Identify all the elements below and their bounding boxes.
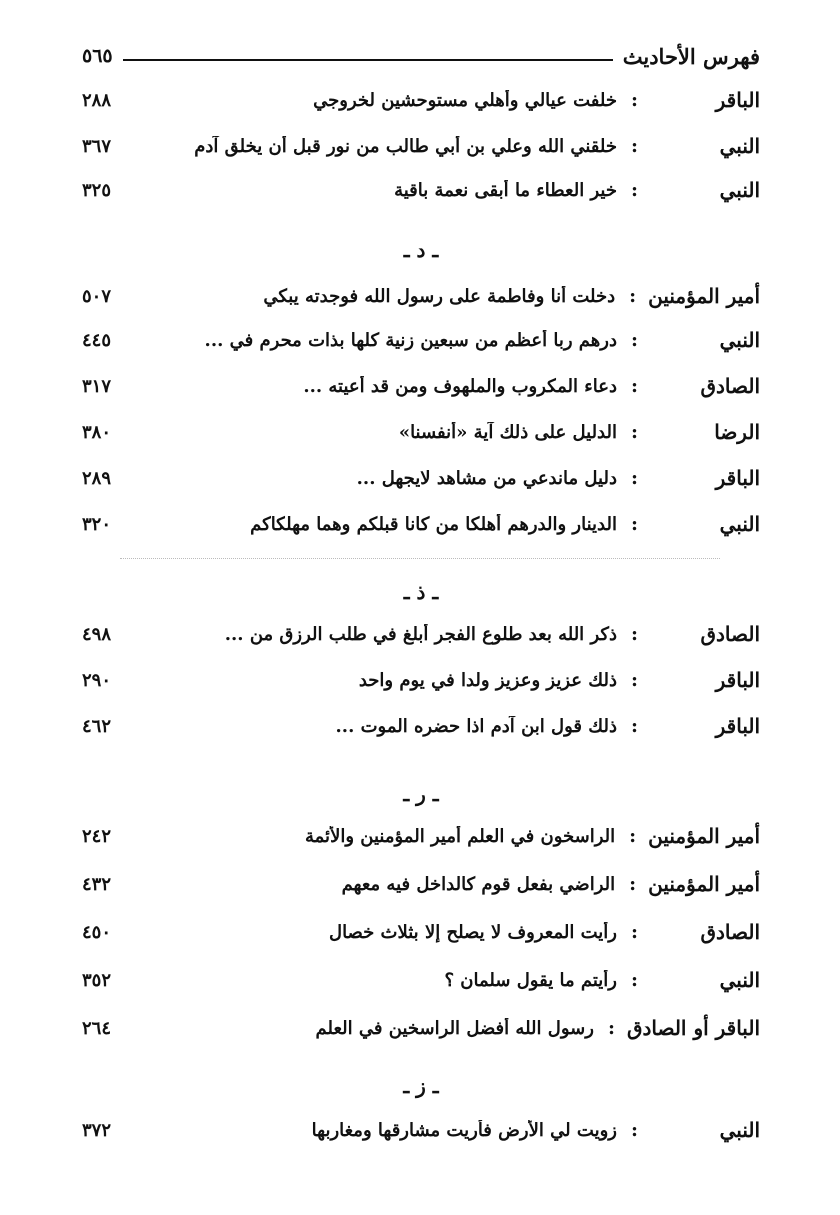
index-entry	[82, 660, 760, 700]
index-entry	[82, 80, 760, 120]
entry-separator: :	[630, 921, 638, 943]
index-entry	[82, 276, 760, 316]
entry-separator: :	[629, 873, 637, 895]
entry-separator: :	[630, 513, 638, 535]
section-heading-zay: ـ ز ـ	[403, 1074, 439, 1098]
section-heading-dal: ـ د ـ	[403, 238, 439, 262]
entry-narrator: النبي	[719, 134, 760, 158]
index-entry	[82, 1110, 760, 1150]
entry-narrator: الباقر	[715, 88, 760, 112]
entry-page-ref: ٣٦٧	[82, 135, 112, 157]
entry-separator: :	[630, 329, 638, 351]
entry-text: الراضي بفعل قوم كالداخل فيه معهم	[341, 873, 616, 895]
entry-narrator: الرضا	[714, 420, 760, 444]
entry-narrator: الصادق	[700, 622, 760, 646]
page-header	[82, 36, 760, 76]
entry-page-ref: ٣٢٠	[82, 513, 112, 535]
entry-narrator: النبي	[719, 968, 760, 992]
entry-separator: :	[629, 825, 637, 847]
entry-text: الراسخون في العلم أمير المؤمنين والأئمة	[305, 825, 616, 847]
entry-separator: :	[630, 969, 638, 991]
entry-page-ref: ٥٠٧	[82, 285, 112, 307]
entry-narrator: الصادق	[700, 920, 760, 944]
index-entry	[82, 366, 760, 406]
entry-text: الدينار والدرهم أهلكا من كانا قبلكم وهما مهلكاكم	[250, 513, 617, 535]
index-entry	[82, 458, 760, 498]
entry-narrator: أمير المؤمنين	[648, 284, 760, 308]
entry-separator: :	[630, 669, 638, 691]
entry-page-ref: ٢٤٢	[82, 825, 112, 847]
index-entry	[82, 1008, 760, 1048]
page-number: ٥٦٥	[82, 45, 113, 67]
index-entry	[82, 320, 760, 360]
entry-text: رسول الله أفضل الراسخين في العلم	[315, 1017, 594, 1039]
entry-narrator: النبي	[719, 1118, 760, 1142]
entry-text: دعاء المكروب والملهوف ومن قد أعيته ...	[303, 375, 617, 397]
entry-narrator: الصادق	[700, 374, 760, 398]
entry-text: خلفت عيالي وأهلي مستوحشين لخروجي	[313, 89, 617, 111]
entry-separator: :	[630, 421, 638, 443]
entry-text: رأيت المعروف لا يصلح إلا بثلاث خصال	[328, 921, 617, 943]
entry-page-ref: ٤٤٥	[82, 329, 112, 351]
index-entry	[82, 412, 760, 452]
entry-separator: :	[630, 89, 638, 111]
entry-page-ref: ٤٣٢	[82, 873, 112, 895]
section-heading-ra: ـ ر ـ	[403, 782, 439, 806]
entry-text: الدليل على ذلك آية «أنفسنا»	[398, 421, 617, 443]
entry-narrator: النبي	[719, 178, 760, 202]
entry-separator: :	[607, 1017, 615, 1039]
entry-page-ref: ٣١٧	[82, 375, 112, 397]
header-rule	[123, 59, 613, 61]
entry-page-ref: ٢٦٤	[82, 1017, 112, 1039]
entry-page-ref: ٢٨٨	[82, 89, 112, 111]
entry-text: رأيتم ما يقول سلمان ؟	[444, 969, 617, 991]
entry-separator: :	[630, 179, 638, 201]
entry-text: زويت لي الأرض فأريت مشارقها ومغاربها	[311, 1119, 617, 1141]
entry-narrator: النبي	[719, 512, 760, 536]
entry-separator: :	[630, 623, 638, 645]
entry-page-ref: ٤٥٠	[82, 921, 112, 943]
index-entry	[82, 816, 760, 856]
entry-narrator: الباقر	[715, 668, 760, 692]
index-entry	[82, 504, 760, 544]
index-entry	[82, 864, 760, 904]
index-entry	[82, 912, 760, 952]
entry-narrator: أمير المؤمنين	[648, 872, 760, 896]
entry-narrator: الباقر	[715, 714, 760, 738]
entry-separator: :	[630, 135, 638, 157]
entry-text: دليل ماندعي من مشاهد لايجهل ...	[356, 467, 617, 489]
entry-narrator: أمير المؤمنين	[648, 824, 760, 848]
entry-separator: :	[629, 285, 637, 307]
section-heading-dhal: ـ ذ ـ	[403, 580, 439, 604]
entry-page-ref: ٢٨٩	[82, 467, 112, 489]
page-title: فهرس الأحاديث	[622, 43, 760, 69]
entry-page-ref: ٣٨٠	[82, 421, 112, 443]
entry-page-ref: ٢٩٠	[82, 669, 112, 691]
entry-separator: :	[630, 375, 638, 397]
entry-separator: :	[630, 1119, 638, 1141]
entry-text: درهم ربا أعظم من سبعين زنية كلها بذات محرم في ...	[204, 329, 617, 351]
index-entry	[82, 170, 760, 210]
entry-page-ref: ٣٧٢	[82, 1119, 112, 1141]
index-entry	[82, 126, 760, 166]
entry-separator: :	[630, 467, 638, 489]
entry-page-ref: ٣٥٢	[82, 969, 112, 991]
entry-page-ref: ٤٩٨	[82, 623, 112, 645]
entry-narrator: الباقر	[715, 466, 760, 490]
entry-text: ذلك عزيز وعزيز ولدا في يوم واحد	[358, 669, 617, 691]
entry-text: ذكر الله بعد طلوع الفجر أبلغ في طلب الرزق من ...	[224, 623, 617, 645]
index-entry	[82, 706, 760, 746]
index-entry	[82, 960, 760, 1000]
entry-narrator: الباقر أو الصادق	[626, 1016, 760, 1040]
entry-text: ذلك قول ابن آدم اذا حضره الموت ...	[335, 715, 617, 737]
entry-text: خلقني الله وعلي بن أبي طالب من نور قبل أن يخلق آدم	[194, 135, 617, 157]
divider	[120, 558, 720, 559]
entry-text: دخلت أنا وفاطمة على رسول الله فوجدته يبكي	[263, 285, 616, 307]
entry-narrator: النبي	[719, 328, 760, 352]
index-entry	[82, 614, 760, 654]
entry-text: خير العطاء ما أبقى نعمة باقية	[394, 179, 617, 201]
entry-page-ref: ٤٦٢	[82, 715, 112, 737]
entry-page-ref: ٣٢٥	[82, 179, 112, 201]
entry-separator: :	[630, 715, 638, 737]
